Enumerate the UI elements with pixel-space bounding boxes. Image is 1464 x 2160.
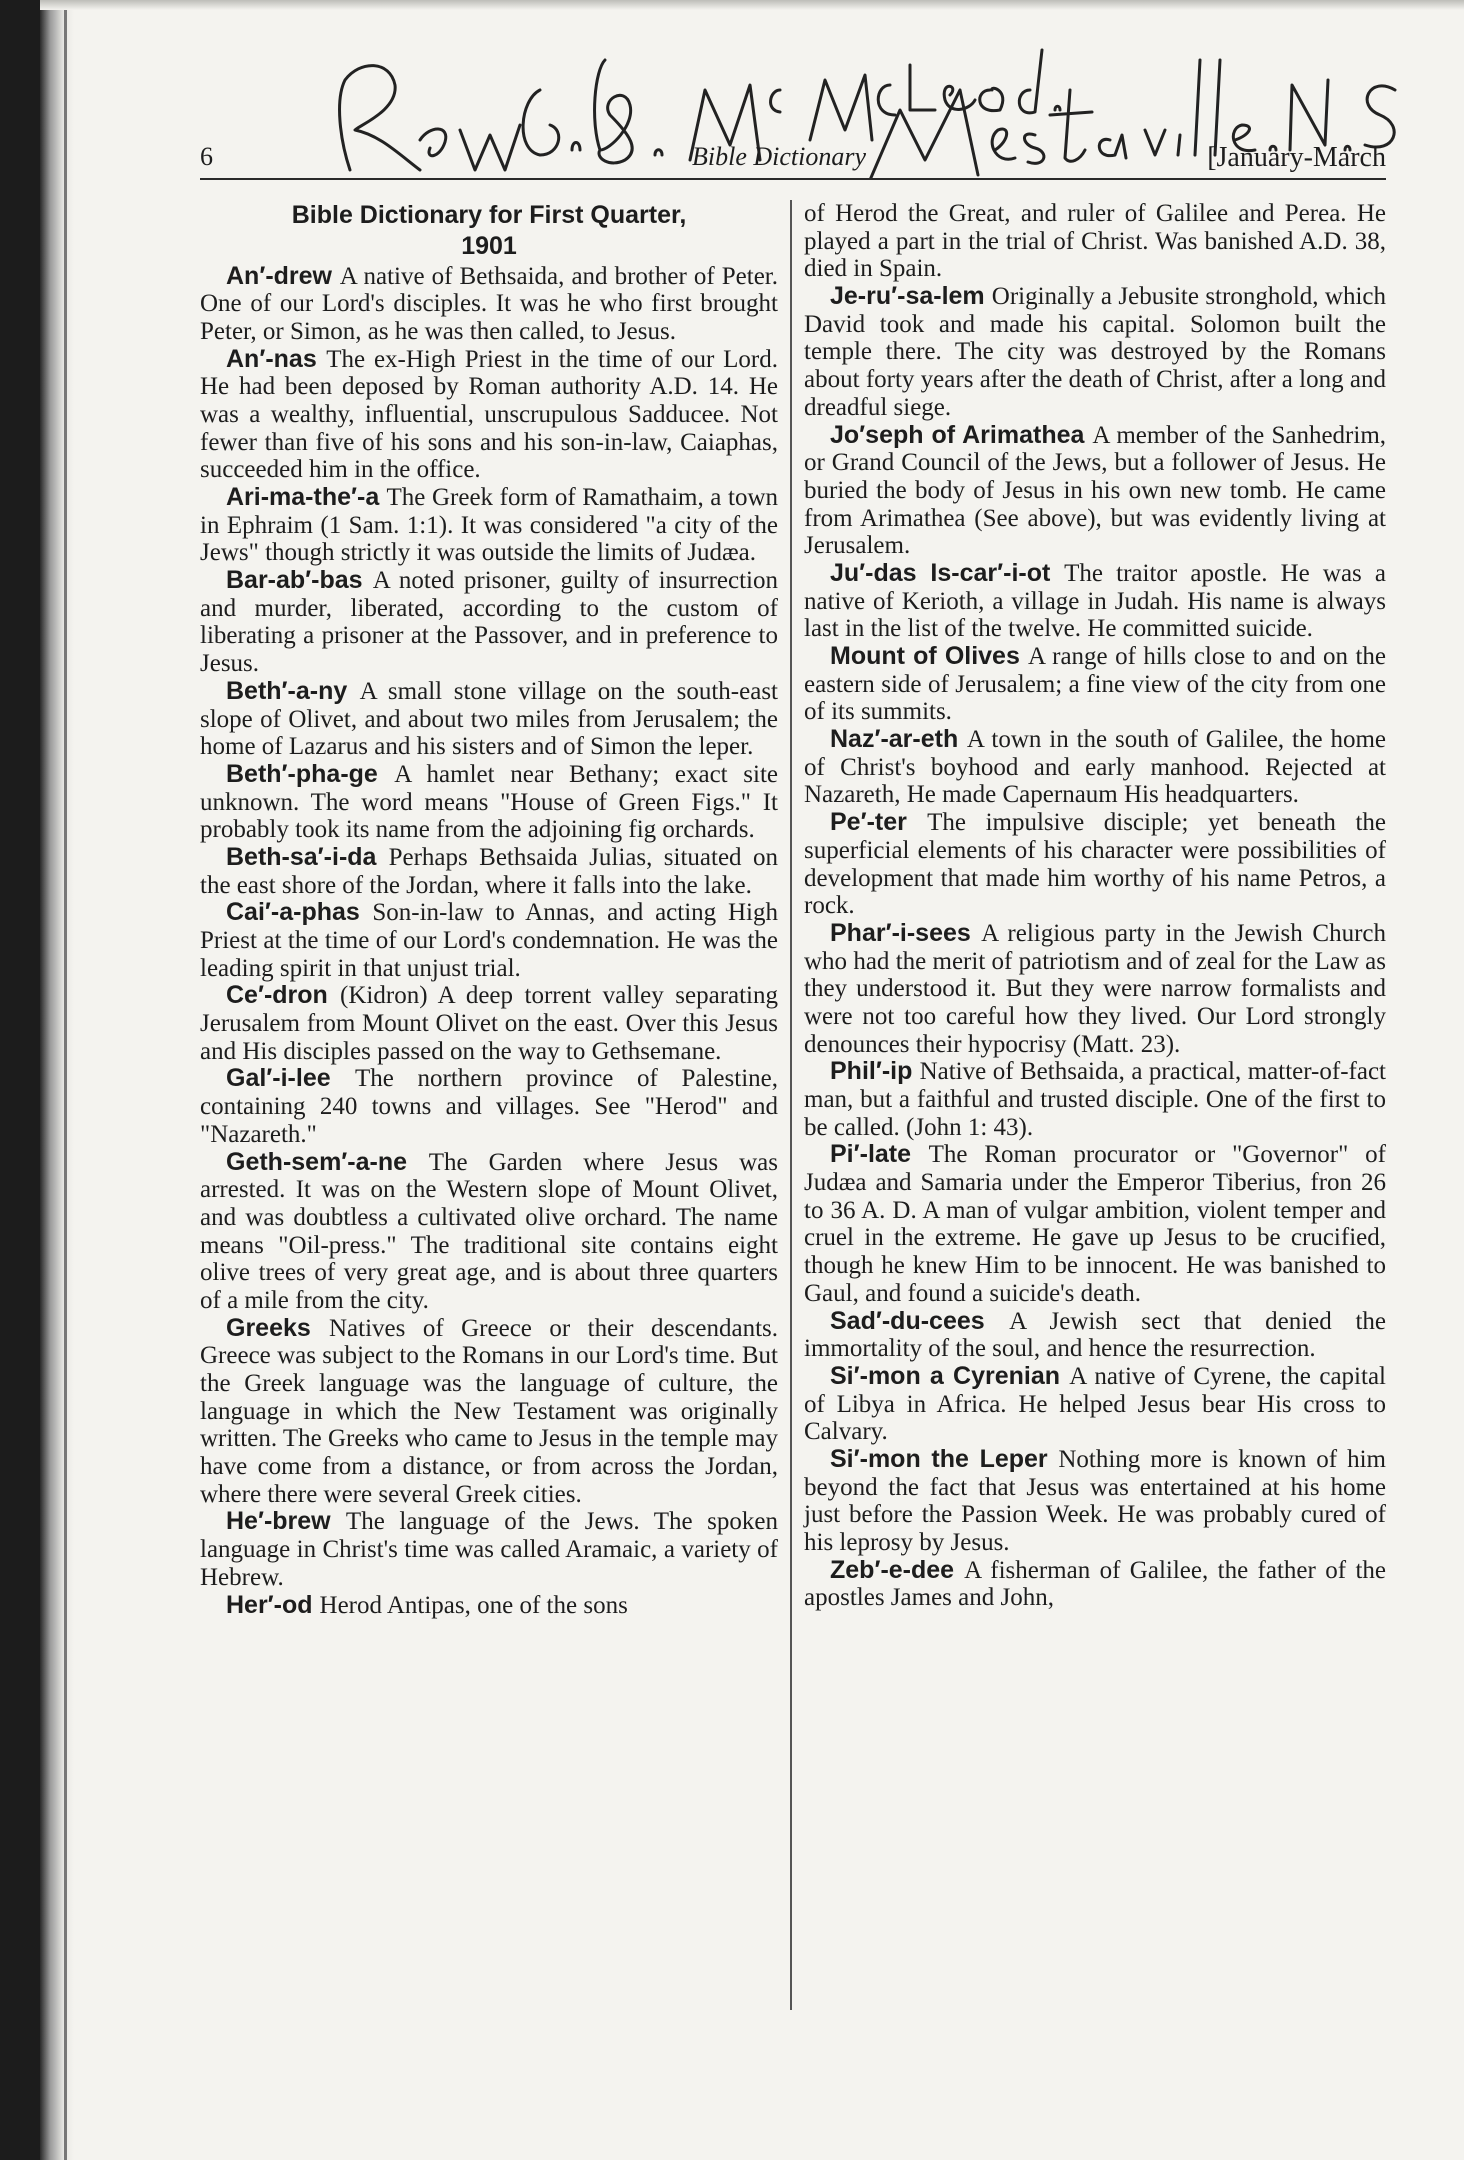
entry-definition: Herod Antipas, one of the sons	[319, 1591, 628, 1619]
entry-term: Phil′-ip	[830, 1057, 913, 1086]
entry-definition: The traitor apostle. He was a native of Kerioth, a village in Judah. His name is always last in the list of the twelve. He committed suicide.	[804, 559, 1386, 643]
entry-definition: Originally a Jebusite stronghold, which David took and made his capital. Solomon built the temple there. The city was destroyed by the Romans about forty years after the death of Christ, after a long and dreadful siege.	[804, 283, 1386, 421]
entry-definition: A range of hills close to and on the eastern side of Jerusalem; a fine view of the city from one of its summits.	[804, 643, 1387, 726]
entry-term: Sad′-du-cees	[830, 1306, 985, 1335]
dictionary-entry	[200, 1508, 778, 1591]
entry-definition: A religious party in the Jewish Church who had the merit of patriotism and of zeal for the Law as they understood it. But they were narrow formalists and were not too careful how they lived. Our Lord strongly denounces their hypocrisy (Matt. 23).	[804, 919, 1387, 1058]
left-entries	[200, 263, 778, 1620]
entry-term: Pe′-ter	[830, 808, 907, 837]
dictionary-entry	[804, 283, 1386, 421]
entry-term: Naz′-ar-eth	[830, 725, 959, 754]
entry-definition: Perhaps Bethsaida Julias, situated on the east shore of the Jordan, where it falls into the lake.	[200, 843, 778, 899]
dictionary-entry	[200, 567, 778, 678]
entry-term: An′-drew	[226, 261, 332, 290]
dictionary-entry	[200, 899, 778, 982]
heading-line-1: Bible Dictionary for First Quarter,	[291, 201, 687, 229]
right-entries	[804, 200, 1386, 1612]
entry-definition: The impulsive disciple; yet beneath the superficial elements of his character were possibilities of development that made him worthy of his name Petros, a rock.	[804, 809, 1387, 920]
entry-definition: The ex-High Priest in the time of our Lord. He had been deposed by Roman authority A.D. 14. He was a wealthy, influential, unscrupulous Sadducee. Not fewer than five of his sons and his son-in-law, Caiaphas, succeeded him in the office.	[200, 345, 779, 484]
entry-term: Greeks	[226, 1313, 311, 1342]
dictionary-entry	[804, 1446, 1386, 1557]
entry-term: Beth′-pha-ge	[226, 759, 378, 788]
dictionary-entry	[200, 982, 778, 1065]
entry-term: Si′-mon a Cyrenian	[830, 1361, 1061, 1390]
section-heading	[200, 200, 778, 263]
dictionary-entry	[804, 726, 1386, 809]
entry-term: Ju′-das Is-car′-i-ot	[830, 558, 1051, 587]
dictionary-entry	[804, 1058, 1386, 1141]
entry-definition: Son-in-law to Annas, and acting High Priest at the time of our Lord's condemnation. He was the leading spirit in that unjust trial.	[200, 899, 778, 982]
dictionary-entry	[804, 643, 1386, 726]
entry-term: Ari-ma-the′-a	[226, 483, 380, 511]
dictionary-entry	[200, 1149, 778, 1315]
entry-definition: The northern province of Palestine, containing 240 towns and villages. See "Herod" and "Nazareth."	[200, 1065, 778, 1148]
entry-definition: A hamlet near Bethany; exact site unknown. The word means "House of Green Figs." It probably took its name from the adjoining fig orchards.	[200, 760, 778, 844]
page-number: 6	[200, 142, 213, 171]
dictionary-entry	[200, 761, 778, 844]
column-divider	[790, 200, 792, 2010]
entry-definition: A fisherman of Galilee, the father of the apostles James and John,	[804, 1556, 1386, 1612]
entry-definition: The Garden where Jesus was arrested. It was on the Western slope of Mount Olivet, and was doubtless a cultivated olive orchard. The name means "Oil-press." The traditional site contains eight olive trees of very great age, and is about three quarters of a mile from the city.	[200, 1148, 778, 1314]
entry-term: Je-ru′-sa-lem	[830, 282, 985, 311]
entry-term: Geth-sem′-a-ne	[226, 1147, 408, 1176]
entry-definition: A noted prisoner, guilty of insurrection and murder, liberated, according to the custom of liberating a prisoner at the Passover, and in preference to Jesus.	[200, 567, 778, 678]
entry-term: Zeb′-e-dee	[830, 1555, 955, 1584]
entry-definition: The Roman procurator or "Governor" of Judæa and Samaria under the Emperor Tiberius, fron 26 to 36 A. D. A man of vulgar ambition, violent temper and cruel in the extreme. He gave up Jesus to be crucified, though he knew Him to be innocent. He was banished to Gaul, and found a suicide's death.	[804, 1141, 1387, 1307]
entry-term: Gal′-i-lee	[226, 1064, 331, 1093]
entry-term: Si′-mon the Leper	[830, 1444, 1048, 1473]
dictionary-entry	[200, 263, 778, 346]
entry-term: Jo′seph of Arimathea	[830, 420, 1085, 449]
entry-definition: (Kidron) A deep torrent valley separating Jerusalem from Mount Olivet on the east. Over this Jesus and His disciples passed on the way to Gethsemane.	[200, 982, 779, 1065]
entry-definition: A native of Cyrene, the capital of Libya in Africa. He helped Jesus bear His cross to Calvary.	[804, 1362, 1386, 1446]
entry-definition: The language of the Jews. The spoken language in Christ's time was called Aramaic, a variety of Hebrew.	[200, 1508, 778, 1591]
entry-term: Mount of Olives	[830, 642, 1020, 670]
entry-definition: A Jewish sect that denied the immortality of the soul, and hence the resurrection.	[804, 1307, 1387, 1363]
dictionary-entry	[200, 678, 778, 761]
dictionary-entry	[804, 1141, 1386, 1307]
dictionary-entry	[200, 1315, 778, 1509]
dictionary-entry	[804, 809, 1386, 920]
entry-definition: Nothing more is known of him beyond the fact that Jesus was entertained at his home just before the Passion Week. He was probably cured of his leprosy by Jesus.	[804, 1445, 1387, 1556]
entry-definition: Natives of Greece or their descendants. Greece was subject to the Romans in our Lord's time. But the Greek language was the language of culture, the language in which the New Testament was originally written. The Greeks who came to Jesus in the temple may have come from a distance, or from across the Jordan, where there were several Greek cities.	[200, 1314, 779, 1508]
top-edge	[40, 0, 1464, 10]
dictionary-entry	[804, 560, 1386, 643]
running-date: [January-March	[1207, 142, 1386, 173]
entry-term: Beth′-a-ny	[226, 676, 348, 705]
entry-term: Beth-sa′-i-da	[226, 842, 377, 871]
dictionary-entry	[804, 920, 1386, 1058]
binding-edge	[40, 0, 74, 2160]
dictionary-entry	[200, 844, 778, 899]
entry-definition: A native of Bethsaida, and brother of Peter. One of our Lord's disciples. It was he who first brought Peter, or Simon, as he was then called, to Jesus.	[200, 262, 778, 345]
entry-definition: A member of the Sanhedrim, or Grand Council of the Jews, but a follower of Jesus. He buried the body of Jesus in his own new tomb. He came from Arimathea (See above), but was evidently living at Jerusalem.	[804, 421, 1387, 560]
running-title: Bible Dictionary	[692, 142, 867, 171]
entry-definition: Native of Bethsaida, a practical, matter-of-fact man, but a faithful and trusted disciple. One of the first to be called. (John 1: 43).	[804, 1058, 1386, 1141]
entry-term: Her′-od	[226, 1590, 313, 1619]
dictionary-entry	[804, 200, 1386, 283]
dictionary-entry	[200, 484, 778, 567]
dictionary-entry	[200, 1592, 778, 1620]
entry-term: Phar′-i-sees	[830, 918, 971, 947]
entry-term: Pi′-late	[830, 1140, 912, 1169]
dictionary-entry	[804, 1363, 1386, 1446]
entry-term: Cai′-a-phas	[226, 898, 360, 927]
entry-definition: The Greek form of Ramathaim, a town in Ephraim (1 Sam. 1:1). It was considered "a city of the Jews" though strictly it was outside the limits of Judæa.	[200, 484, 778, 567]
entry-term: An′-nas	[226, 344, 317, 373]
heading-line-2: 1901	[461, 232, 517, 261]
right-column	[804, 200, 1386, 1612]
dictionary-entry	[200, 1065, 778, 1148]
dictionary-entry	[804, 422, 1386, 560]
entry-term: He′-brew	[226, 1507, 331, 1536]
dictionary-entry	[200, 346, 778, 484]
binding-line	[64, 0, 67, 2160]
left-column	[200, 200, 778, 1619]
entry-definition: of Herod the Great, and ruler of Galilee and Perea. He played a part in the trial of Christ. Was banished A.D. 38, died in Spain.	[804, 200, 1386, 283]
entry-term: Ce′-dron	[226, 981, 328, 1010]
entry-term: Bar-ab′-bas	[226, 566, 363, 595]
entry-definition: A town in the south of Galilee, the home of Christ's boyhood and early manhood. Rejected at Nazareth, He made Capernaum His headquarters.	[804, 726, 1386, 809]
dictionary-entry	[804, 1557, 1386, 1612]
header-rule	[200, 178, 1386, 180]
page-header	[200, 132, 1386, 176]
dictionary-entry	[804, 1308, 1386, 1363]
entry-definition: A small stone village on the south-east slope of Olivet, and about two miles from Jerusalem; the home of Lazarus and his sisters and of Simon the leper.	[200, 677, 778, 761]
